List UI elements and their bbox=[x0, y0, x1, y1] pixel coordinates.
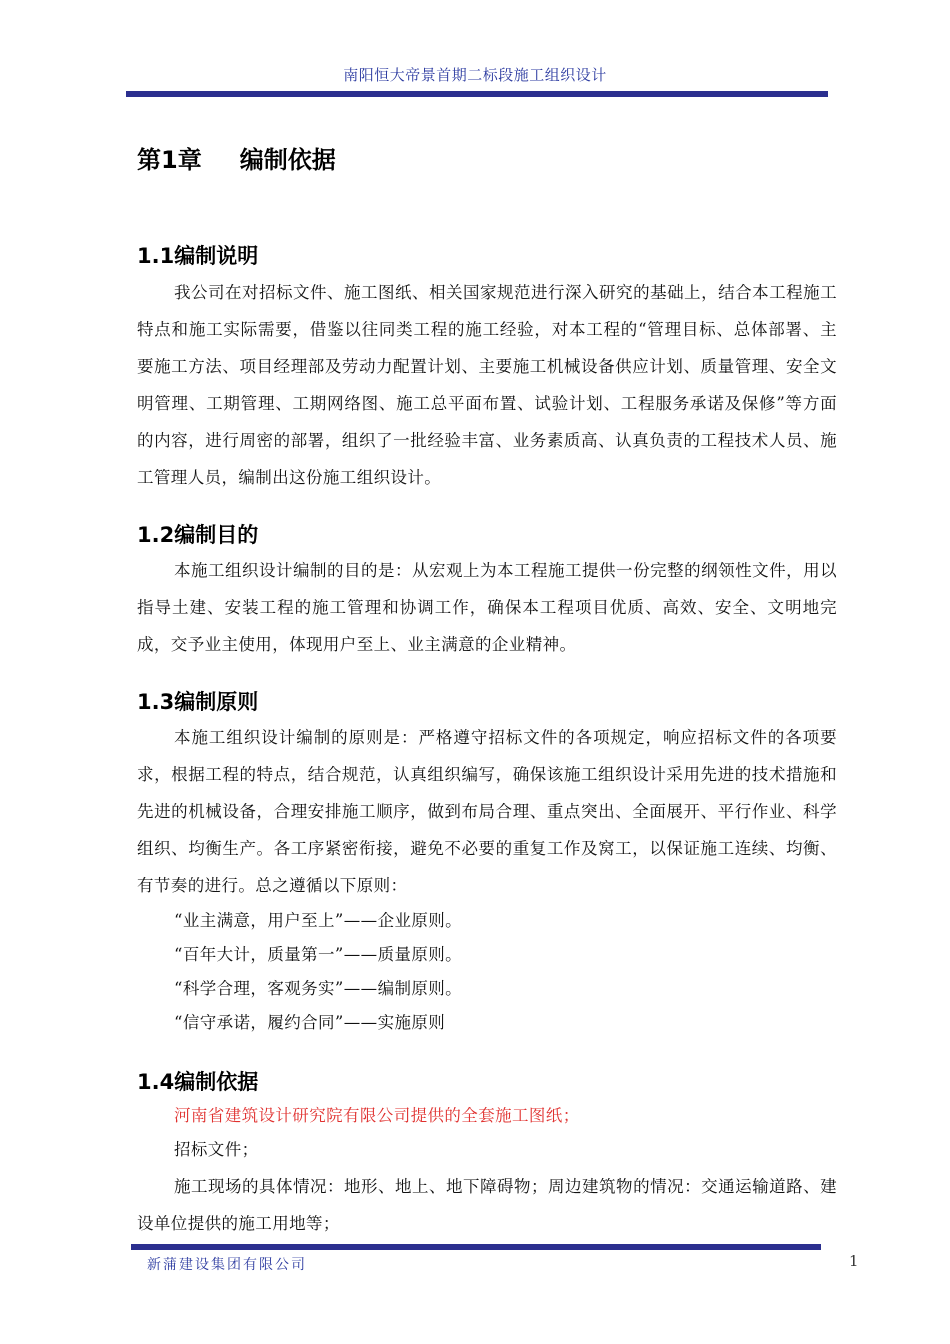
principle-item: “百年大计，质量第一”——质量原则。 bbox=[174, 945, 463, 964]
principle-item: “信守承诺，履约合同”——实施原则 bbox=[174, 1013, 446, 1032]
chapter-name: 编制依据 bbox=[239, 146, 336, 174]
principle-item: “科学合理，客观务实”——编制原则。 bbox=[174, 979, 463, 998]
running-header-title: 南阳恒大帝景首期二标段施工组织设计 bbox=[343, 66, 607, 84]
basis-item-site: 施工现场的具体情况：地形、地上、地下障碍物；周边建筑物的情况：交通运输道路、建设单位提供的施工用地等； bbox=[137, 1177, 837, 1233]
section-heading-1-3: 1.3编制原则 bbox=[137, 690, 259, 714]
section-1-2-paragraph: 本施工组织设计编制的目的是：从宏观上为本工程施工提供一份完整的纲领性文件，用以指导土建、安装工程的施工管理和协调工作，确保本工程项目优质、高效、安全、文明地完成，交予业主使用，体现用户至上、业主满意的企业精神。 bbox=[137, 561, 837, 654]
header-divider bbox=[126, 91, 828, 97]
principle-item: “业主满意，用户至上”——企业原则。 bbox=[174, 911, 463, 930]
page-number: 1 bbox=[849, 1252, 859, 1270]
section-heading-1-4: 1.4编制依据 bbox=[137, 1070, 259, 1094]
section-1-1-paragraph: 我公司在对招标文件、施工图纸、相关国家规范进行深入研究的基础上，结合本工程施工特点和施工实际需要，借鉴以往同类工程的施工经验，对本工程的“管理目标、总体部署、主要施工方法、项目经理部及劳动力配置计划、主要施工机械设备供应计划、质量管理、安全文明管理、工期管理、工期网络图、施工总平面布置、试验计划、工程服务承诺及保修”等方面的内容，进行周密的部署，组织了一批经验丰富、业务素质高、认真负责的工程技术人员、施工管理人员，编制出这份施工组织设计。 bbox=[137, 283, 837, 487]
section-1-3-paragraph: 本施工组织设计编制的原则是：严格遵守招标文件的各项规定，响应招标文件的各项要求，根据工程的特点，结合规范，认真组织编写，确保该施工组织设计采用先进的技术措施和先进的机械设备，合理安排施工顺序，做到布局合理、重点突出、全面展开、平行作业、科学组织、均衡生产。各工序紧密衔接，避免不必要的重复工作及窝工，以保证施工连续、均衡、有节奏的进行。总之遵循以下原则： bbox=[137, 728, 837, 895]
basis-item-drawings: 河南省建筑设计研究院有限公司提供的全套施工图纸； bbox=[174, 1106, 580, 1125]
chapter-title bbox=[137, 140, 336, 175]
footer-company: 新蒲建设集团有限公司 bbox=[147, 1257, 307, 1273]
footer-divider bbox=[131, 1244, 821, 1250]
basis-item-tender: 招标文件； bbox=[174, 1140, 259, 1159]
section-heading-1-1: 1.1编制说明 bbox=[137, 244, 259, 268]
chapter-number: 第1章 bbox=[137, 146, 202, 174]
section-heading-1-2: 1.2编制目的 bbox=[137, 523, 259, 547]
